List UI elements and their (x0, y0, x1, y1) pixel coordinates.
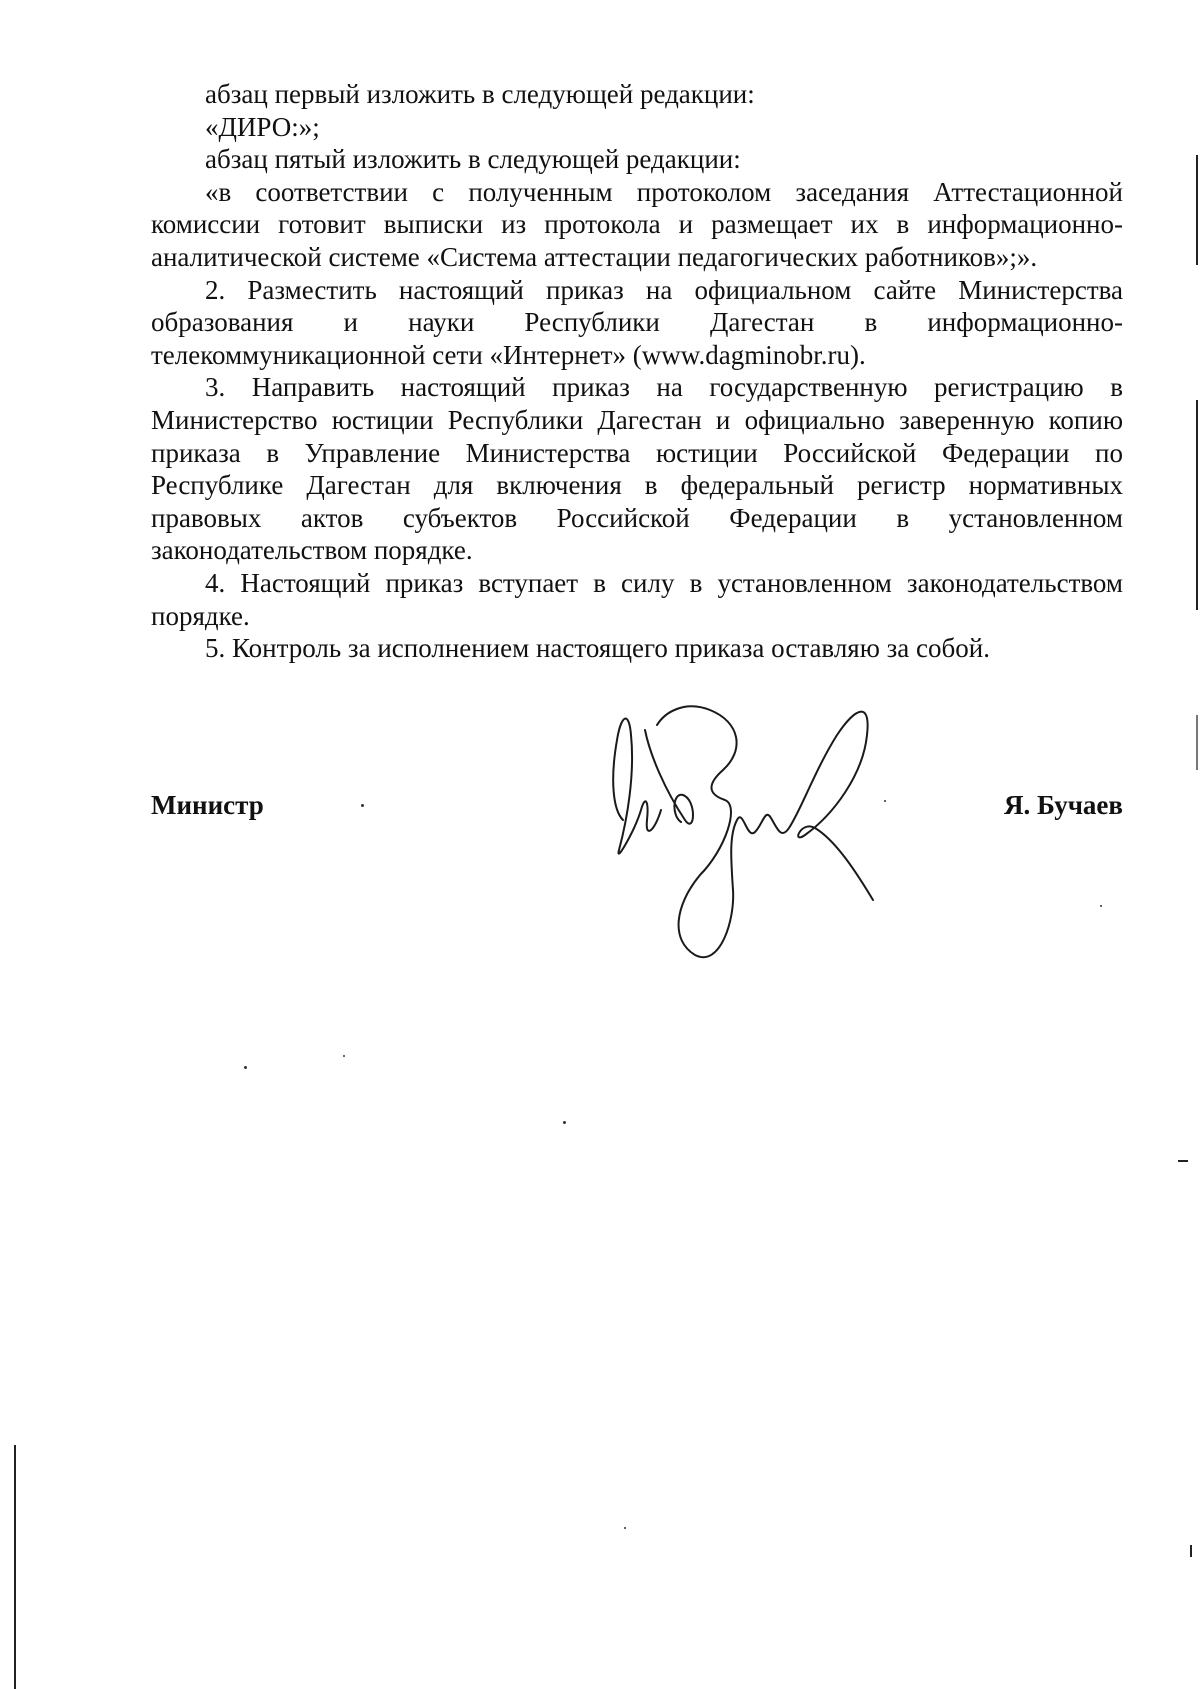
scan-speck (361, 804, 364, 807)
signature-stroke (657, 706, 873, 957)
scan-speck (244, 1066, 247, 1069)
paragraph-5: 2. Разместить настоящий приказ на официальном сайте Министерства образования и науки Республики Дагестан в информационно-телекоммуникационной сети «Интернет» (www.dagminobr.ru). (151, 274, 1123, 370)
scan-speck (563, 1121, 566, 1124)
signatory-name: Я. Бучаев (1004, 790, 1123, 820)
scan-edge-mark (1196, 155, 1198, 265)
scan-edge-mark (1178, 1160, 1188, 1162)
paragraph-8: 5. Контроль за исполнением настоящего приказа оставляю за собой. (205, 633, 990, 664)
scan-edge-mark (1196, 715, 1198, 770)
scan-edge-mark (1196, 400, 1198, 610)
paragraph-1: абзац первый изложить в следующей редакции: (205, 79, 755, 109)
signature-stroke (645, 730, 693, 824)
paragraph-7: 4. Настоящий приказ вступает в силу в установленном законодательством порядке. (151, 567, 1123, 631)
paragraph-3: абзац пятый изложить в следующей редакции: (205, 144, 741, 175)
signatory-title: Министр (151, 790, 264, 820)
scan-edge-mark (1190, 1545, 1192, 1557)
signature-stroke (613, 719, 661, 854)
scan-speck (1100, 905, 1102, 907)
paragraph-6: 3. Направить настоящий приказ на государственную регистрацию в Министерство юстиции Республики Дагестан и официально заверенную копию приказа в Управление Министерства юстиции Российской Федерации по Республике Дагестан для включения в федеральный регистр нормативных правовых актов субъектов Российской Федерации в установленном законодательством порядке. (151, 372, 1123, 566)
scan-speck (884, 800, 886, 802)
document-body (151, 78, 1123, 665)
handwritten-signature (605, 700, 890, 965)
scan-speck (624, 1527, 626, 1529)
scan-edge-mark (14, 1445, 16, 1689)
paragraph-2: «ДИРО:»; (205, 111, 320, 142)
paragraph-4: «в соответствии с полученным протоколом заседания Аттестационной комиссии готовит выписки из протокола и размещает их в информационно-аналитической системе «Система аттестации педагогических работников»;». (151, 176, 1123, 272)
scan-speck (343, 1055, 345, 1057)
